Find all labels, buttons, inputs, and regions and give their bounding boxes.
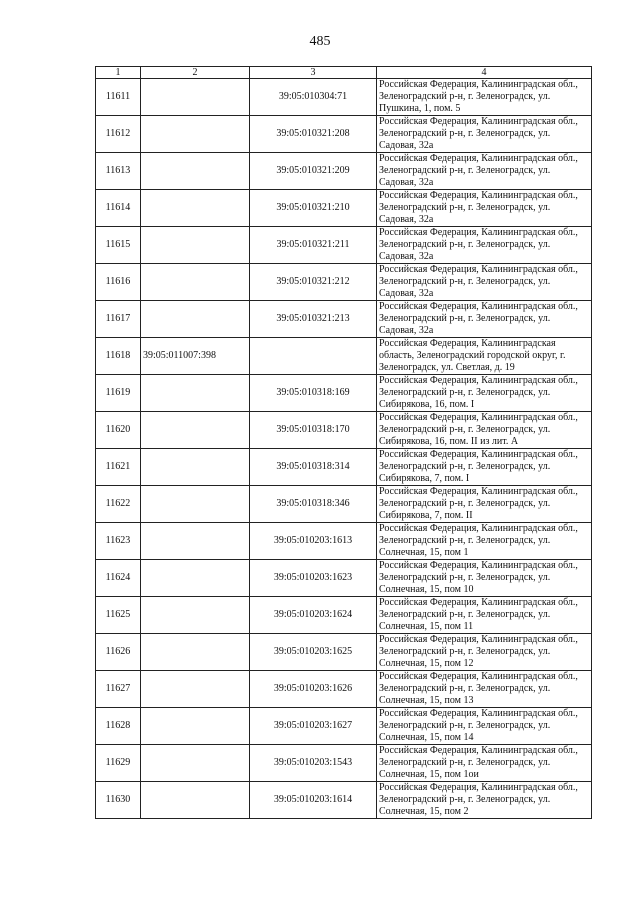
row-number-cell: 11621 xyxy=(96,449,141,486)
cadastral-number-cell: 39:05:010203:1614 xyxy=(250,782,377,819)
table-row xyxy=(96,190,592,227)
land-cadastral-cell xyxy=(141,301,250,338)
table-row xyxy=(96,264,592,301)
address-cell: Российская Федерация, Калининградская обл., Зеленоградский р-н, г. Зеленоградск, ул. Солнечная, 15, пом 10 xyxy=(377,560,592,597)
address-cell: Российская Федерация, Калининградская обл., Зеленоградский р-н, г. Зеленоградск, ул. Солнечная, 15, пом 14 xyxy=(377,708,592,745)
row-number-cell: 11624 xyxy=(96,560,141,597)
row-number-cell: 11626 xyxy=(96,634,141,671)
land-cadastral-cell xyxy=(141,745,250,782)
registry-table xyxy=(95,66,592,819)
cadastral-number-cell: 39:05:010203:1623 xyxy=(250,560,377,597)
address-cell: Российская Федерация, Калининградская обл., Зеленоградский р-н, г. Зеленоградск, ул. Солнечная, 15, пом 1ои xyxy=(377,745,592,782)
table-row xyxy=(96,227,592,264)
address-cell: Российская Федерация, Калининградская обл., Зеленоградский р-н, г. Зеленоградск, ул. Садовая, 32а xyxy=(377,301,592,338)
row-number-cell: 11627 xyxy=(96,671,141,708)
address-cell: Российская Федерация, Калининградская обл., Зеленоградский р-н, г. Зеленоградск, ул. Садовая, 32а xyxy=(377,227,592,264)
land-cadastral-cell xyxy=(141,375,250,412)
table-body xyxy=(96,79,592,819)
address-cell: Российская Федерация, Калининградская область, Зеленоградский городской округ, г. Зеленоградск, ул. Светлая, д. 19 xyxy=(377,338,592,375)
cadastral-number-cell: 39:05:010321:208 xyxy=(250,116,377,153)
land-cadastral-cell xyxy=(141,486,250,523)
address-cell: Российская Федерация, Калининградская обл., Зеленоградский р-н, г. Зеленоградск, ул. Солнечная, 15, пом 13 xyxy=(377,671,592,708)
land-cadastral-cell xyxy=(141,227,250,264)
address-cell: Российская Федерация, Калининградская обл., Зеленоградский р-н, г. Зеленоградск, ул. Садовая, 32а xyxy=(377,153,592,190)
cadastral-number-cell: 39:05:010318:170 xyxy=(250,412,377,449)
cadastral-number-cell: 39:05:010321:213 xyxy=(250,301,377,338)
cadastral-number-cell: 39:05:010321:209 xyxy=(250,153,377,190)
header-row xyxy=(96,67,592,79)
land-cadastral-cell xyxy=(141,708,250,745)
land-cadastral-cell xyxy=(141,190,250,227)
address-cell: Российская Федерация, Калининградская обл., Зеленоградский р-н, г. Зеленоградск, ул. Садовая, 32а xyxy=(377,264,592,301)
cadastral-number-cell: 39:05:010203:1625 xyxy=(250,634,377,671)
land-cadastral-cell xyxy=(141,634,250,671)
row-number-cell: 11614 xyxy=(96,190,141,227)
table-row xyxy=(96,338,592,375)
column-header-1: 1 xyxy=(96,67,141,79)
row-number-cell: 11615 xyxy=(96,227,141,264)
land-cadastral-cell: 39:05:011007:398 xyxy=(141,338,250,375)
cadastral-number-cell: 39:05:010203:1543 xyxy=(250,745,377,782)
address-cell: Российская Федерация, Калининградская обл., Зеленоградский р-н, г. Зеленоградск, ул. Садовая, 32а xyxy=(377,190,592,227)
table-row xyxy=(96,782,592,819)
address-cell: Российская Федерация, Калининградская обл., Зеленоградский р-н, г. Зеленоградск, ул. Сибирякова, 16, пом. I xyxy=(377,375,592,412)
cadastral-number-cell: 39:05:010304:71 xyxy=(250,79,377,116)
address-cell: Российская Федерация, Калининградская обл., Зеленоградский р-н, г. Зеленоградск, ул. Сибирякова, 7, пом. I xyxy=(377,449,592,486)
cadastral-number-cell: 39:05:010321:211 xyxy=(250,227,377,264)
table-row xyxy=(96,745,592,782)
land-cadastral-cell xyxy=(141,782,250,819)
land-cadastral-cell xyxy=(141,597,250,634)
cadastral-number-cell: 39:05:010203:1626 xyxy=(250,671,377,708)
address-cell: Российская Федерация, Калининградская обл., Зеленоградский р-н, г. Зеленоградск, ул. Сибирякова, 7, пом. II xyxy=(377,486,592,523)
row-number-cell: 11617 xyxy=(96,301,141,338)
address-cell: Российская Федерация, Калининградская обл., Зеленоградский р-н, г. Зеленоградск, ул. Сибирякова, 16, пом. II из лит. А xyxy=(377,412,592,449)
land-cadastral-cell xyxy=(141,153,250,190)
cadastral-number-cell: 39:05:010318:314 xyxy=(250,449,377,486)
land-cadastral-cell xyxy=(141,116,250,153)
row-number-cell: 11612 xyxy=(96,116,141,153)
row-number-cell: 11625 xyxy=(96,597,141,634)
land-cadastral-cell xyxy=(141,449,250,486)
address-cell: Российская Федерация, Калининградская обл., Зеленоградский р-н, г. Зеленоградск, ул. Солнечная, 15, пом 12 xyxy=(377,634,592,671)
table-row xyxy=(96,412,592,449)
cadastral-number-cell: 39:05:010318:346 xyxy=(250,486,377,523)
land-cadastral-cell xyxy=(141,671,250,708)
address-cell: Российская Федерация, Калининградская обл., Зеленоградский р-н, г. Зеленоградск, ул. Садовая, 32а xyxy=(377,116,592,153)
row-number-cell: 11628 xyxy=(96,708,141,745)
row-number-cell: 11630 xyxy=(96,782,141,819)
table-row xyxy=(96,153,592,190)
column-header-2: 2 xyxy=(141,67,250,79)
table-row xyxy=(96,449,592,486)
cadastral-number-cell: 39:05:010203:1613 xyxy=(250,523,377,560)
cadastral-number-cell: 39:05:010203:1627 xyxy=(250,708,377,745)
table-row xyxy=(96,79,592,116)
cadastral-number-cell xyxy=(250,338,377,375)
row-number-cell: 11623 xyxy=(96,523,141,560)
row-number-cell: 11629 xyxy=(96,745,141,782)
address-cell: Российская Федерация, Калининградская обл., Зеленоградский р-н, г. Зеленоградск, ул. Пушкина, 1, пом. 5 xyxy=(377,79,592,116)
table-row xyxy=(96,486,592,523)
table-row xyxy=(96,116,592,153)
address-cell: Российская Федерация, Калининградская обл., Зеленоградский р-н, г. Зеленоградск, ул. Солнечная, 15, пом 11 xyxy=(377,597,592,634)
land-cadastral-cell xyxy=(141,79,250,116)
cadastral-number-cell: 39:05:010321:212 xyxy=(250,264,377,301)
row-number-cell: 11622 xyxy=(96,486,141,523)
column-header-4: 4 xyxy=(377,67,592,79)
land-cadastral-cell xyxy=(141,560,250,597)
table-row xyxy=(96,597,592,634)
address-cell: Российская Федерация, Калининградская обл., Зеленоградский р-н, г. Зеленоградск, ул. Солнечная, 15, пом 1 xyxy=(377,523,592,560)
row-number-cell: 11618 xyxy=(96,338,141,375)
row-number-cell: 11616 xyxy=(96,264,141,301)
table-row xyxy=(96,523,592,560)
row-number-cell: 11619 xyxy=(96,375,141,412)
land-cadastral-cell xyxy=(141,264,250,301)
table-row xyxy=(96,634,592,671)
table-header xyxy=(96,67,592,79)
cadastral-number-cell: 39:05:010318:169 xyxy=(250,375,377,412)
address-cell: Российская Федерация, Калининградская обл., Зеленоградский р-н, г. Зеленоградск, ул. Солнечная, 15, пом 2 xyxy=(377,782,592,819)
row-number-cell: 11611 xyxy=(96,79,141,116)
cadastral-number-cell: 39:05:010321:210 xyxy=(250,190,377,227)
row-number-cell: 11613 xyxy=(96,153,141,190)
row-number-cell: 11620 xyxy=(96,412,141,449)
cadastral-number-cell: 39:05:010203:1624 xyxy=(250,597,377,634)
land-cadastral-cell xyxy=(141,412,250,449)
table-row xyxy=(96,375,592,412)
table-row xyxy=(96,671,592,708)
table-row xyxy=(96,560,592,597)
table-row xyxy=(96,708,592,745)
table-row xyxy=(96,301,592,338)
land-cadastral-cell xyxy=(141,523,250,560)
page-number: 485 xyxy=(309,34,331,49)
column-header-3: 3 xyxy=(250,67,377,79)
